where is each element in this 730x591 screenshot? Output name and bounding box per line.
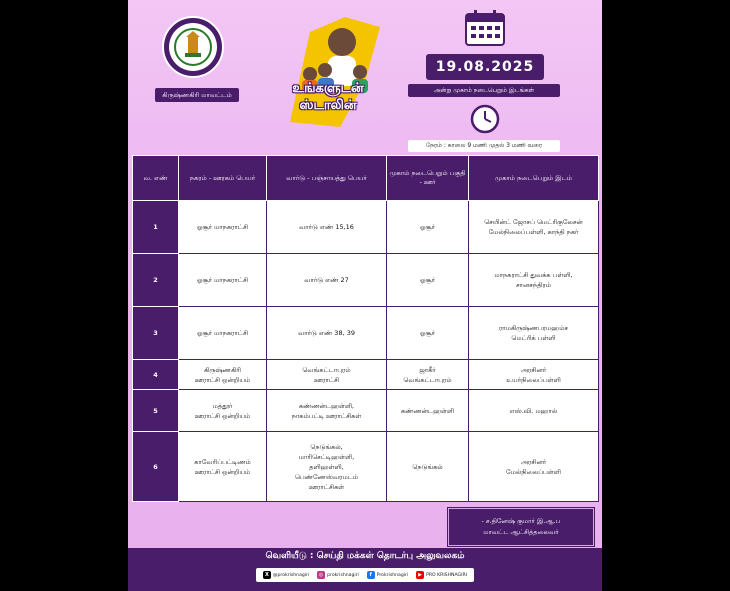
cell-serial: 3 [133, 307, 179, 360]
table-row [133, 390, 599, 432]
cell-ward: வெங்கட்டாபுரம் ஊராட்சி [267, 360, 387, 390]
calendar-icon [465, 10, 505, 46]
cell-serial: 5 [133, 390, 179, 432]
campaign-title-line1: உங்களுடன் [292, 81, 364, 96]
social-handle: @prokrishnagiri [272, 572, 310, 578]
publisher-text: வெளியீடு : செய்தி மக்கள் தொடர்பு அலுவலகம் [265, 551, 465, 561]
x-icon: X [263, 571, 271, 579]
campaign-artwork-icon [270, 12, 390, 132]
table-row [133, 307, 599, 360]
cell-venue: ராமகிருஷ்ணபரமஹம்ச மெட்ரிக் பள்ளி [469, 307, 599, 360]
event-date: 19.08.2025 [426, 54, 544, 80]
event-time: நேரம் : காலை 9 மணி முதல் 3 மணி வரை [408, 140, 560, 152]
table-row [133, 360, 599, 390]
cell-area: ஓசூர் மாநகராட்சி [179, 201, 267, 254]
table-row [133, 432, 599, 502]
social-handle: PRO KRISHNAGIRI [426, 572, 468, 578]
facebook-icon: f [367, 571, 375, 579]
event-date-subtitle: அன்று முகாம் நடைபெறும் இடங்கள் [408, 84, 560, 97]
footer [128, 548, 602, 591]
district-label: கிருஷ்ணகிரி மாவட்டம் [155, 88, 239, 102]
cell-area: ஓசூர் மாநகராட்சி [179, 254, 267, 307]
column-header-ward: வார்டு - பஞ்சாயத்து பெயர் [267, 156, 387, 201]
social-links [256, 568, 474, 582]
cell-ward: கண்ணன்டஹள்ளி, நாகம்பட்டி ஊராட்சிகள் [267, 390, 387, 432]
column-header-area: நகரம் - ஊரகம் பெயர் [179, 156, 267, 201]
cell-area: காவேரிப்பட்டிணம் ஊராட்சி ஒன்றியம் [179, 432, 267, 502]
cell-area: மத்தூர் ஊராட்சி ஒன்றியம் [179, 390, 267, 432]
cell-locality: ஜாகீர் வெங்கட்டாபுரம் [387, 360, 469, 390]
table-row [133, 201, 599, 254]
cell-venue: எஸ்.வி. மஹால் [469, 390, 599, 432]
cell-serial: 6 [133, 432, 179, 502]
cell-area: கிருஷ்ணகிரி ஊராட்சி ஒன்றியம் [179, 360, 267, 390]
campaign-title [278, 80, 378, 114]
cell-ward: நெடுங்கல், மாரிசெட்டிஹள்ளி, தளிஹள்ளி, பெண்ணேஸ்வரமடம் ஊராட்சிகள் [267, 432, 387, 502]
cell-locality: கண்ணன்டஹள்ளி [387, 390, 469, 432]
cell-venue: அரசினர் உயர்நிலைப்பள்ளி [469, 360, 599, 390]
cell-ward: வார்டு எண் 27 [267, 254, 387, 307]
tamil-nadu-emblem-icon [162, 16, 224, 78]
cell-locality: நெடுங்கல் [387, 432, 469, 502]
collector-title: மாவட்ட ஆட்சித்தலைவர் [483, 528, 559, 536]
social-facebook[interactable] [367, 571, 409, 579]
social-x[interactable] [263, 571, 309, 579]
social-handle: prokrishnagiri [327, 572, 359, 578]
column-header-locality: முகாம் நடைபெறும் பகுதி - ஊர் [387, 156, 469, 201]
social-handle: Prokrishnagiri [376, 572, 409, 578]
cell-ward: வார்டு எண் 38, 39 [267, 307, 387, 360]
cell-serial: 4 [133, 360, 179, 390]
cell-serial: 2 [133, 254, 179, 307]
cell-venue: மாநகராட்சி துவக்க பள்ளி, சானசந்திரம் [469, 254, 599, 307]
column-header-venue: முகாம் நடைபெறும் இடம் [469, 156, 599, 201]
social-youtube[interactable] [416, 571, 467, 579]
cell-locality: ஓசூர் [387, 254, 469, 307]
youtube-icon: ▶ [416, 571, 424, 579]
table-header-row [133, 156, 599, 201]
cell-serial: 1 [133, 201, 179, 254]
collector-signature [448, 508, 594, 546]
cell-venue: செயின்ட் ஜோசப் மெட்ரிகுலேசன் மேல்நிலைப்பள்ளி, காந்தி நகர் [469, 201, 599, 254]
table-row [133, 254, 599, 307]
cell-ward: வார்டு எண் 15,16 [267, 201, 387, 254]
camp-schedule-table [132, 155, 599, 502]
collector-name: - ச.தினேஷ் குமார் இ.ஆ.ப [481, 517, 561, 525]
poster [128, 0, 602, 591]
cell-locality: ஓசூர் [387, 307, 469, 360]
social-instagram[interactable] [317, 571, 359, 579]
column-header-serial: வ. எண் [133, 156, 179, 201]
instagram-icon: ◎ [318, 572, 324, 578]
cell-locality: ஓசூர் [387, 201, 469, 254]
cell-venue: அரசினர் மேல்நிலைப்பள்ளி [469, 432, 599, 502]
cell-area: ஓசூர் மாநகராட்சி [179, 307, 267, 360]
clock-icon [470, 104, 500, 134]
campaign-title-line2: ஸ்டாலின் [299, 98, 357, 113]
